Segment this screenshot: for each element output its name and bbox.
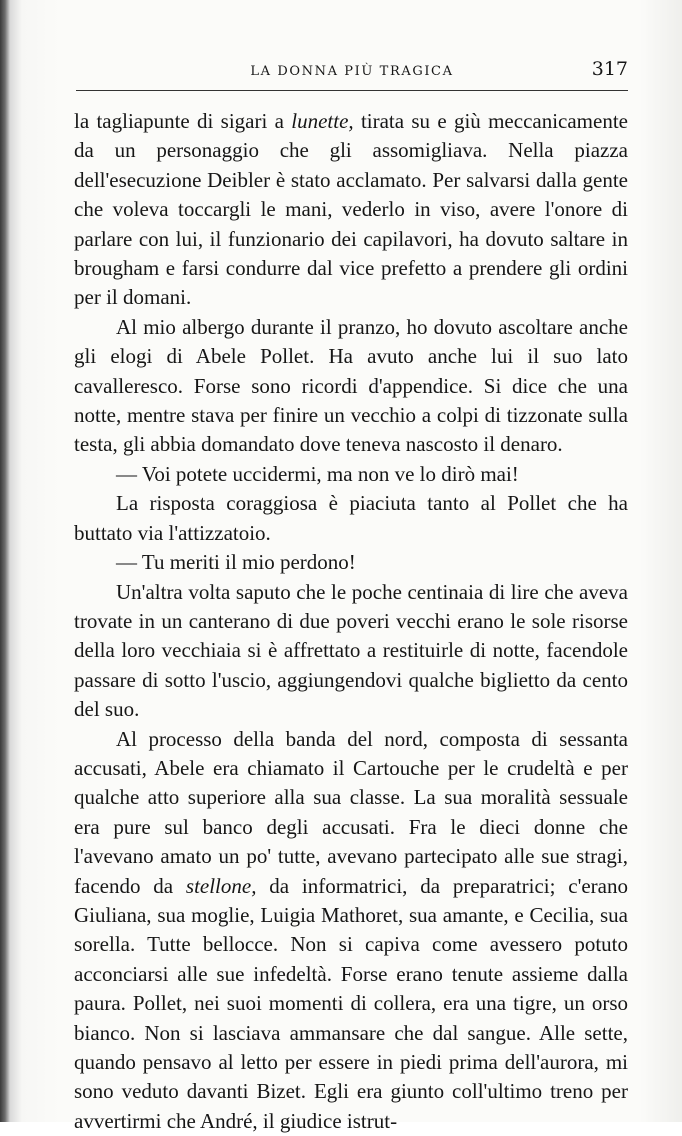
paragraph-1-italic-word: lunette, [291, 109, 354, 133]
paragraph-2: Al mio albergo durante il pranzo, ho dovuto ascoltare anche gli elogi di Abele Pollet. Ha avuto anche lui il suo lato cavalleresco. Forse sono ricordi d'appendice. Si dice che una notte, mentre stava per finire un vecchio a colpi di tizzonate sulla testa, gli abbia domandato dove teneva nascosto il denaro. [74, 314, 628, 457]
body-text [74, 107, 628, 1136]
paragraph-1-text-a: la tagliapunte di sigari a [74, 109, 292, 133]
page-header [76, 58, 628, 94]
running-title: LA DONNA PIÙ TRAGICA [250, 64, 454, 79]
paragraph-6: Un'altra volta saputo che le poche centinaia di lire che aveva trovate in un canterano di due poveri vecchi erano le sole risorse della loro vecchiaia si è affrettato a restituirle di notte, facendole passare di sotto l'uscio, aggiungendovi qualche biglietto da cento del suo. [74, 579, 628, 722]
paragraph-7-italic-word: stellone, [185, 873, 257, 898]
paragraph-1 [74, 107, 628, 313]
paragraph-7 [74, 725, 628, 1136]
paragraph-7-text-a: Al processo della banda del nord, composta di sessanta accusati, Abele era chiamato il Cartouche per le crudeltà e per qualche atto superiore alla sua classe. La sua moralità sessuale era pure sul banco degli accusati. Fra le dieci donne che l'avevano amato un po' tutte, avevano partecipato alle sue stragi, facendo da [74, 726, 628, 898]
paragraph-1-text-c: tirata su e giù meccanicamente da un personaggio che gli assomigliava. Nella piazza dell'esecuzione Deibler è stato acclamato. Per salvarsi dalla gente che voleva toccargli le mani, vederlo in viso, avere l'onore di parlare con lui, il funzionario dei capilavori, ha dovuto saltare in brougham e farsi condurre dal vice prefetto a prendere gli ordini per il domani. [74, 109, 628, 310]
dialogue-line-1: — Voi potete uccidermi, ma non ve lo dirò mai! [116, 461, 519, 486]
header-rule [76, 90, 628, 91]
paragraph-4: La risposta coraggiosa è piaciuta tanto al Pollet che ha buttato via l'attizzatoio. [74, 491, 628, 545]
page-number: 317 [591, 58, 628, 80]
dialogue-line-2: — Tu meriti il mio perdono! [116, 550, 356, 575]
paragraph-7-text-c: da informatrici, da preparatrici; c'erano Giuliana, sua moglie, Luigia Mathoret, sua amante, e Cecilia, sua sorella. Tutte bellocce. Non si capiva come avessero potuto acconciarsi alle sue infedeltà. Forse erano tenute assieme dalla paura. Pollet, nei suoi momenti di collera, era una tigre, un orso bianco. Non si lasciava ammansare che dal sangue. Alle sette, quando pensavo al letto per essere in piedi prima dell'aurora, mi sono veduto davanti Bizet. Egli era giunto coll'ultimo treno per avvertirmi che André, il giudice istrut- [74, 873, 629, 1133]
